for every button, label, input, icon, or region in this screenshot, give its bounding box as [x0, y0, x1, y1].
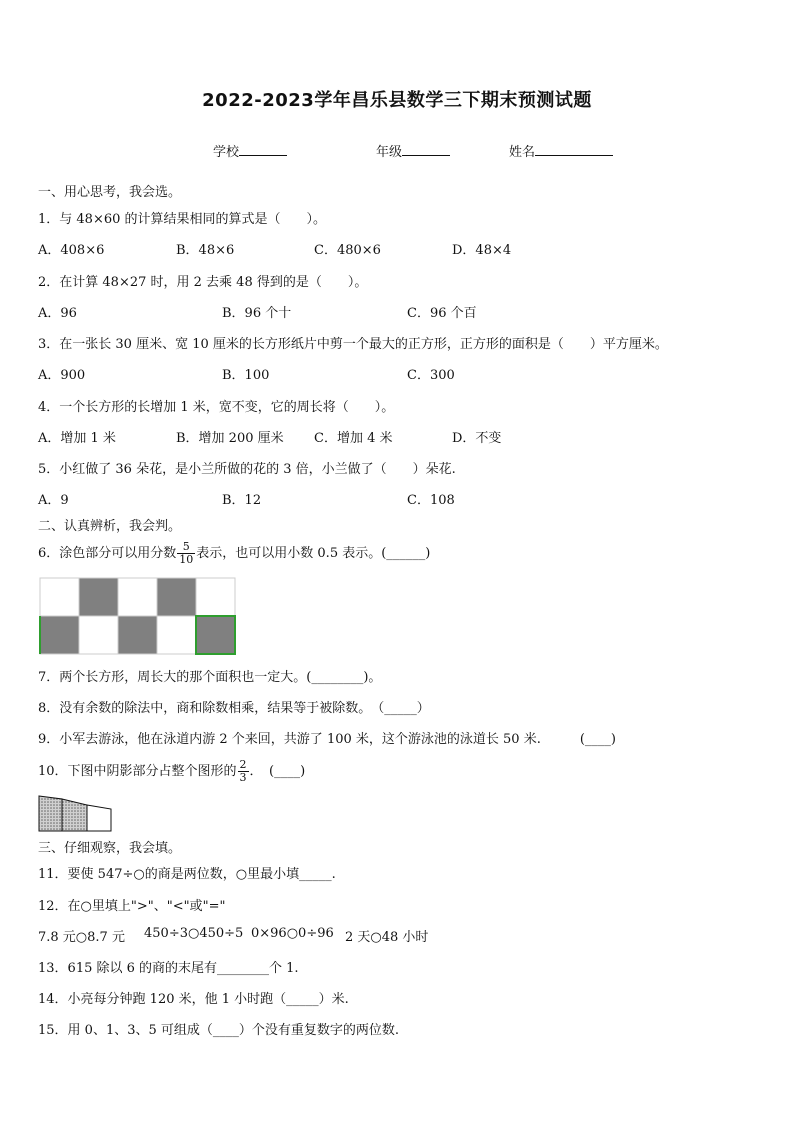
q7-stem: 7．两个长方形，周长大的那个面积也一定大。(________)。: [38, 670, 382, 685]
q10-shaded-part-1: [39, 796, 62, 831]
grade-field: [376, 141, 450, 160]
school-blank[interactable]: [239, 143, 287, 156]
q12-item-4: 2 天○48 小时: [345, 930, 429, 945]
q6-shaded-grid-figure: [38, 576, 246, 656]
q10-fraction-denominator: 3: [239, 771, 247, 784]
q2-option-c[interactable]: C．96 个百: [407, 306, 477, 321]
q11-stem: 11．要使 547÷○的商是两位数，○里最小填_____.: [38, 867, 336, 882]
q2-option-b[interactable]: B．96 个十: [222, 306, 292, 321]
q15-stem: 15．用 0、1、3、5 可组成（____）个没有重复数字的两位数.: [38, 1023, 400, 1038]
name-field: [509, 141, 613, 160]
q1-stem: 1．与 48×60 的计算结果相同的算式是（ ）。: [38, 212, 327, 227]
q6-text-after: 表示，也可以用小数 0.5 表示。(______): [196, 546, 431, 561]
grid-cell-r1-c5: [196, 578, 235, 616]
q6-text-before: 6．涂色部分可以用分数: [38, 546, 177, 561]
q8-stem: 8．没有余数的除法中，商和除数相乘，结果等于被除数。 （_____）: [38, 701, 430, 716]
q6-stem: [38, 537, 430, 571]
q5-option-a[interactable]: A．9: [38, 493, 69, 508]
school-field: [213, 141, 287, 160]
q3-option-a[interactable]: A．900: [38, 368, 86, 383]
q4-option-d[interactable]: D．不变: [452, 431, 502, 446]
q10-unshaded-part: [87, 805, 111, 831]
name-label: 姓名: [509, 145, 536, 160]
grid-cell-r2-c5: [196, 616, 235, 654]
q3-stem: 3．在一张长 30 厘米、宽 10 厘米的长方形纸片中剪一个最大的正方形，正方形的面积是（ ）平方厘米。: [38, 337, 668, 352]
page-title: 2022-2023学年昌乐县数学三下期末预测试题: [202, 90, 592, 111]
q1-option-a[interactable]: A．408×6: [38, 243, 105, 258]
q5-option-c[interactable]: C．108: [407, 493, 455, 508]
q12-item-1: 7.8 元○8.7 元: [38, 930, 125, 945]
q4-option-a[interactable]: A．增加 1 米: [38, 431, 116, 446]
q2-option-a[interactable]: A．96: [38, 306, 77, 321]
q6-fraction: [177, 541, 195, 566]
school-label: 学校: [213, 145, 240, 160]
grid-cell-r2-c1: [40, 616, 79, 654]
grid-cell-r2-c4: [157, 616, 196, 654]
q4-option-c[interactable]: C．增加 4 米: [314, 431, 393, 446]
q14-stem: 14．小亮每分钟跑 120 米，他 1 小时跑（_____）米.: [38, 992, 349, 1007]
q10-text-after: ． (____): [249, 764, 306, 779]
q1-option-b[interactable]: B．48×6: [176, 243, 235, 258]
grade-label: 年级: [376, 145, 403, 160]
q5-stem: 5．小红做了 36 朵花，是小兰所做的花的 3 倍，小兰做了（ ）朵花.: [38, 462, 456, 477]
q3-option-b[interactable]: B．100: [222, 368, 270, 383]
q10-fraction-numerator: 2: [239, 758, 247, 771]
grid-cell-r1-c1: [40, 578, 79, 616]
grid-cell-r1-c3: [118, 578, 157, 616]
q1-option-d[interactable]: D．48×4: [452, 243, 512, 258]
q2-stem: 2．在计算 48×27 时，用 2 去乘 48 得到的是（ ）。: [38, 275, 368, 290]
q4-option-b[interactable]: B．增加 200 厘米: [176, 431, 284, 446]
q10-shaded-part-2: [62, 799, 87, 831]
q6-fraction-numerator: 5: [177, 541, 195, 554]
grade-blank[interactable]: [402, 143, 450, 156]
q10-fraction: [238, 759, 249, 784]
section-3-heading: 三、仔细观察，我会填。: [38, 841, 182, 856]
q13-stem: 13．615 除以 6 的商的末尾有________个 1.: [38, 961, 299, 976]
name-blank[interactable]: [535, 143, 613, 156]
grid-cell-r1-c2: [79, 578, 118, 616]
q12-item-3: 0×96○0÷96: [251, 926, 334, 941]
q3-option-c[interactable]: C．300: [407, 368, 455, 383]
q12-item-2: 450÷3○450÷5: [144, 926, 244, 941]
q6-fraction-denominator: 10: [179, 553, 194, 566]
grid-cell-r2-c3: [118, 616, 157, 654]
q1-option-c[interactable]: C．480×6: [314, 243, 381, 258]
grid-cell-r1-c4: [157, 578, 196, 616]
q10-trapezoid-figure: [38, 795, 114, 833]
q4-stem: 4．一个长方形的长增加 1 米，宽不变，它的周长将（ ）。: [38, 400, 395, 415]
q5-option-b[interactable]: B．12: [222, 493, 262, 508]
q10-text-before: 10．下图中阴影部分占整个图形的: [38, 764, 237, 779]
q12-stem: 12．在○里填上">"、"<"或"=": [38, 899, 226, 914]
section-2-heading: 二、认真辨析，我会判。: [38, 519, 182, 534]
q9-stem: 9．小军去游泳，他在泳道内游 2 个来回，共游了 100 米，这个游泳池的泳道长 50 米. (____): [38, 732, 616, 747]
section-1-heading: 一、用心思考，我会选。: [38, 185, 182, 200]
q10-stem: [38, 757, 305, 787]
grid-cell-r2-c2: [79, 616, 118, 654]
